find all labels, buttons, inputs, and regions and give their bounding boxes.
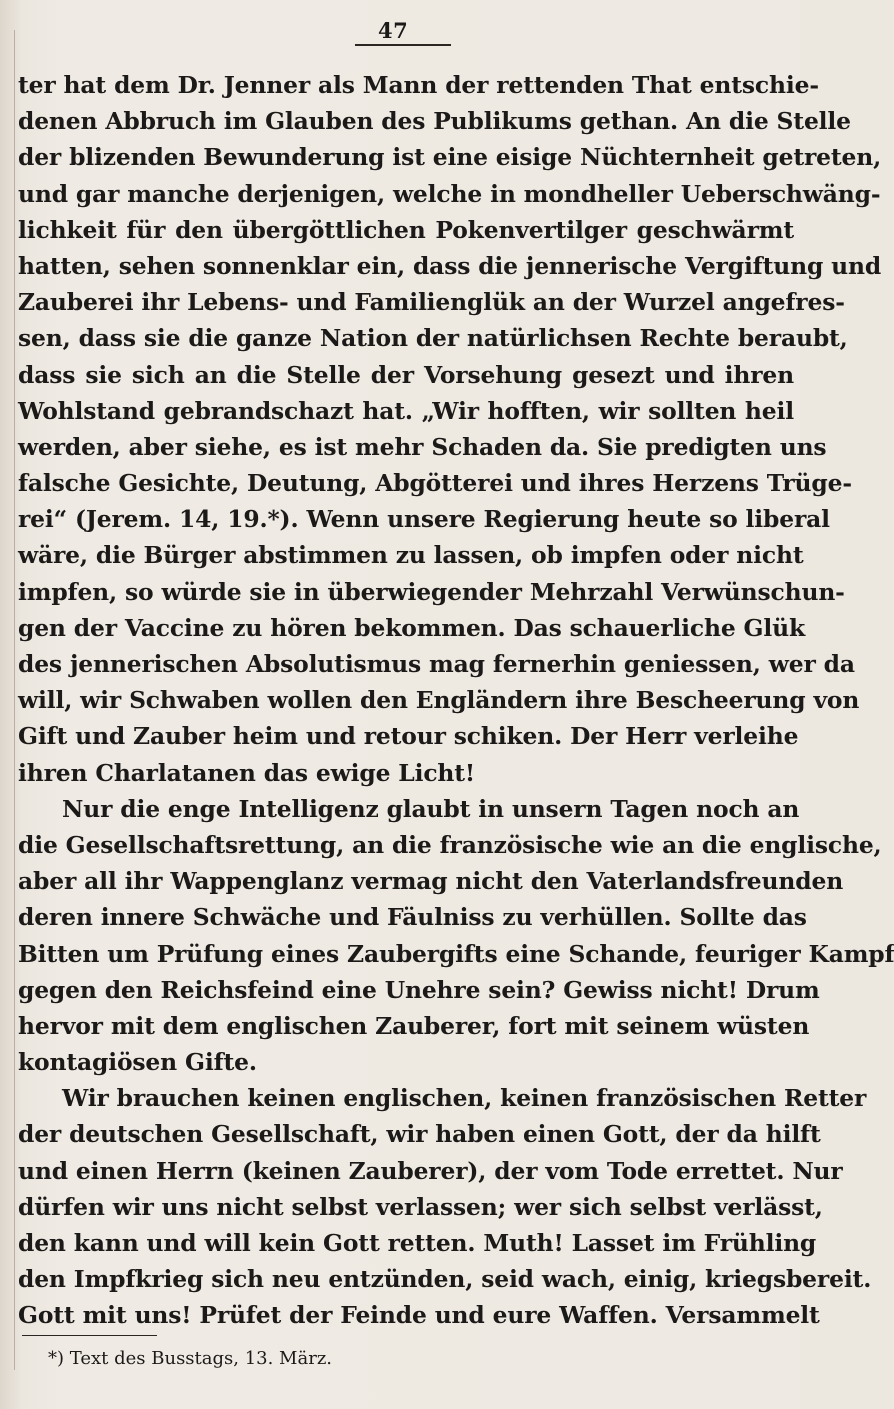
text-line: und gar manche derjenigen, welche in mondheller Ueberschwäng- [18, 179, 881, 208]
text-line: und einen Herrn (keinen Zauberer), der vom Tode errettet. Nur [18, 1156, 843, 1185]
text-line: aber all ihr Wappenglanz vermag nicht den Vaterlandsfreunden [18, 867, 844, 896]
text-line: denen Abbruch im Glauben des Publikums gethan. An die Stelle [18, 107, 851, 136]
text-line: Gott mit uns! Prüfet der Feinde und eure Waffen. Versammelt [18, 1301, 820, 1330]
text-line: kontagiösen Gifte. [18, 1048, 257, 1077]
header-rule [355, 44, 451, 46]
text-line: Nur die enge Intelligenz glaubt in unsern Tagen noch an [62, 794, 800, 823]
text-line: gegen den Reichsfeind eine Unehre sein? Gewiss nicht! Drum [18, 975, 820, 1004]
text-line: Wir brauchen keinen englischen, keinen französischen Retter [62, 1084, 867, 1113]
text-line: ter hat dem Dr. Jenner als Mann der rettenden That entschie- [18, 71, 819, 99]
binding-gutter [14, 30, 15, 1370]
text-line: Gift und Zauber heim und retour schiken. Der Herr verleihe [18, 722, 799, 751]
text-line: hervor mit dem englischen Zauberer, fort mit seinem wüsten [18, 1011, 810, 1040]
text-line: den kann und will kein Gott retten. Muth! Lasset im Frühling [18, 1229, 817, 1257]
text-line: Wohlstand gebrandschazt hat. „Wir hofften, wir sollten heil [18, 396, 794, 425]
text-line: Bitten um Prüfung eines Zaubergifts eine Schande, feuriger Kampf [18, 939, 894, 968]
text-line: den Impfkrieg sich neu entzünden, seid wach, einig, kriegsbereit. [18, 1265, 872, 1294]
text-line: lichkeit für den übergöttlichen Pokenvertilger geschwärmt [18, 215, 794, 244]
text-line: deren innere Schwäche und Fäulniss zu verhüllen. Sollte das [18, 903, 807, 932]
text-line: werden, aber siehe, es ist mehr Schaden da. Sie predigten uns [18, 432, 827, 461]
text-line: will, wir Schwaben wollen den Engländern ihre Bescheerung von [18, 686, 860, 715]
text-line: des jennerischen Absolutismus mag fernerhin geniessen, wer da [18, 650, 855, 678]
text-line: gen der Vaccine zu hören bekommen. Das schauerliche Glük [18, 613, 806, 642]
text-line: rei“ (Jerem. 14, 19.*). Wenn unsere Regierung heute so liberal [18, 505, 830, 534]
text-line: der blizenden Bewunderung ist eine eisige Nüchternheit getreten, [18, 143, 882, 172]
page-number: 47 [378, 18, 409, 43]
footnote: *) Text des Busstags, 13. März. [48, 1348, 333, 1369]
text-line: hatten, sehen sonnenklar ein, dass die jennerische Vergiftung und [18, 251, 882, 280]
text-line: dass sie sich an die Stelle der Vorsehung gesezt und ihren [18, 360, 794, 389]
text-line: der deutschen Gesellschaft, wir haben einen Gott, der da hilft [18, 1120, 821, 1149]
footnote-rule [22, 1335, 157, 1336]
text-line: sen, dass sie die ganze Nation der natürlichsen Rechte beraubt, [18, 324, 848, 353]
text-line: dürfen wir uns nicht selbst verlassen; wer sich selbst verlässt, [18, 1192, 823, 1221]
text-line: falsche Gesichte, Deutung, Abgötterei und ihres Herzens Trüge- [18, 469, 852, 498]
text-line: impfen, so würde sie in überwiegender Mehrzahl Verwünschun- [18, 577, 845, 606]
text-line: die Gesellschaftsrettung, an die französische wie an die englische, [18, 830, 882, 859]
text-line: Zauberei ihr Lebens- und Familienglük an der Wurzel angefres- [18, 288, 845, 317]
text-line: wäre, die Bürger abstimmen zu lassen, ob impfen oder nicht [18, 541, 804, 570]
text-line: ihren Charlatanen das ewige Licht! [18, 758, 476, 787]
body-text [18, 67, 894, 1334]
